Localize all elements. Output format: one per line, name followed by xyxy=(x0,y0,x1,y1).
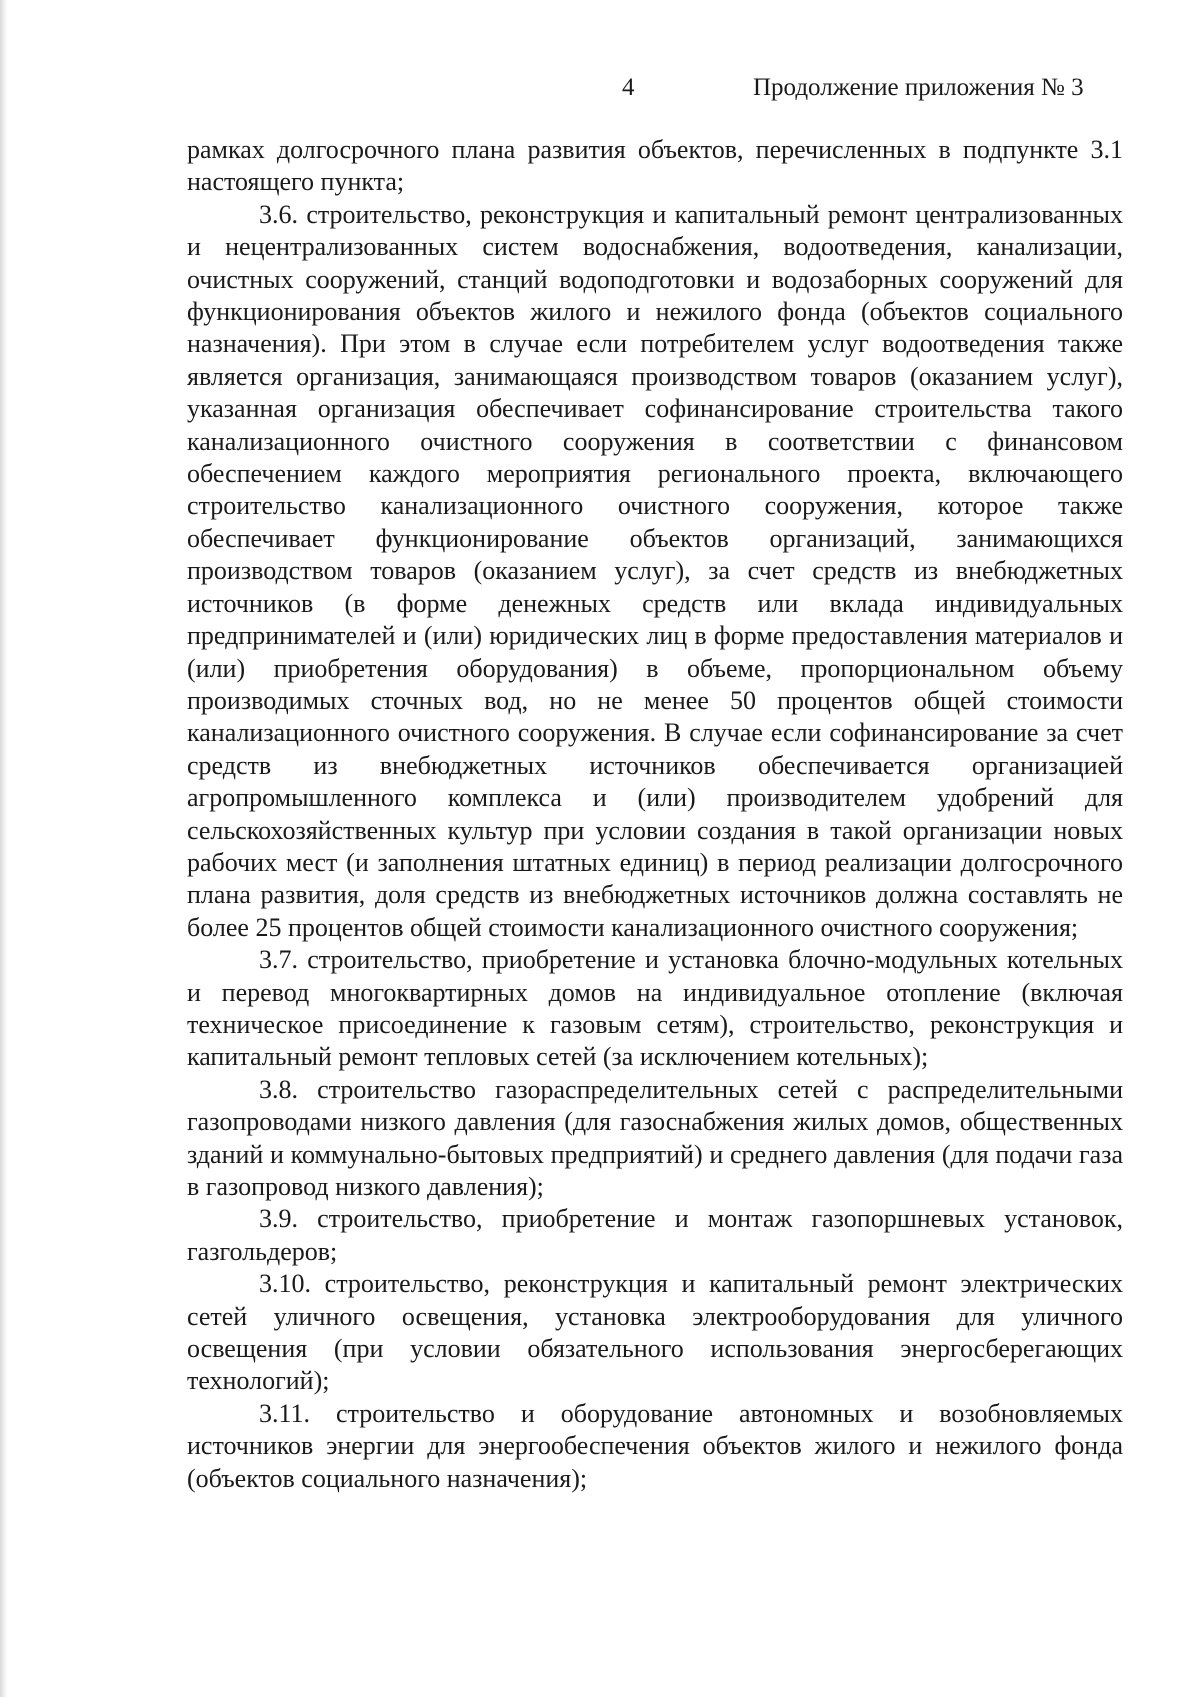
paragraph-3-7: 3.7. строительство, приобретение и установка блочно-модульных котельных и перевод многоквартирных домов на индивидуальное отопление (включая техническое присоединение к газовым сетям), строительство, реконструкция и капитальный ремонт тепловых сетей (за исключением котельных); xyxy=(187,945,1123,1072)
continuation-note: Продолжение приложения № 3 xyxy=(753,74,1084,101)
paragraph-3-8: 3.8. строительство газораспределительных сетей с распределительными газопроводами низкого давления (для газоснабжения жилых домов, общественных зданий и коммунально-бытовых предприятий) и среднего давления (для подачи газа в газопровод низкого давления); xyxy=(187,1074,1123,1201)
page-number: 4 xyxy=(622,74,635,101)
paragraph-3-9: 3.9. строительство, приобретение и монтаж газопоршневых установок, газгольдеров; xyxy=(187,1204,1123,1266)
scan-edge xyxy=(0,0,8,1697)
page-header xyxy=(0,74,1200,110)
paragraph-continuation: рамках долгосрочного плана развития объектов, перечисленных в подпункте 3.1 настоящего пункта; xyxy=(187,135,1123,197)
paragraph-3-11: 3.11. строительство и оборудование автономных и возобновляемых источников энергии для энергообеспечения объектов жилого и нежилого фонда (объектов социального назначения); xyxy=(187,1398,1123,1493)
paragraph-3-6: 3.6. строительство, реконструкция и капитальный ремонт централизованных и нецентрализованных систем водоснабжения, водоотведения, канализации, очистных сооружений, станций водоподготовки и водозаборных сооружений для функционирования объектов жилого и нежилого фонда (объектов социального назначения). При этом в случае если потребителем услуг водоотведения также является организация, занимающаяся производством товаров (оказанием услуг), указанная организация обеспечивает софинансирование строительства такого канализационного очистного сооружения в соответствии с финансовом обеспечением каждого мероприятия регионального проекта, включающего строительство канализационного очистного сооружения, которое также обеспечивает функционирование объектов организаций, занимающихся производством товаров (оказанием услуг), за счет средств из внебюджетных источников (в форме денежных средств или вклада индивидуальных предпринимателей и (или) юридических лиц в форме предоставления материалов и (или) приобретения оборудования) в объеме, пропорциональном объему производимых сточных вод, но не менее 50 процентов общей стоимости канализационного очистного сооружения. В случае если софинансирование за счет средств из внебюджетных источников обеспечивается организацией агропромышленного комплекса и (или) производителем удобрений для сельскохозяйственных культур при условии создания в такой организации новых рабочих мест (и заполнения штатных единиц) в период реализации долгосрочного плана развития, доля средств из внебюджетных источников должна составлять не более 25 процентов общей стоимости канализационного очистного сооружения; xyxy=(187,199,1123,942)
document-body xyxy=(187,134,1123,1495)
paragraph-3-10: 3.10. строительство, реконструкция и капитальный ремонт электрических сетей уличного освещения, установка электрооборудования для уличного освещения (при условии обязательного использования энергосберегающих технологий); xyxy=(187,1269,1123,1396)
